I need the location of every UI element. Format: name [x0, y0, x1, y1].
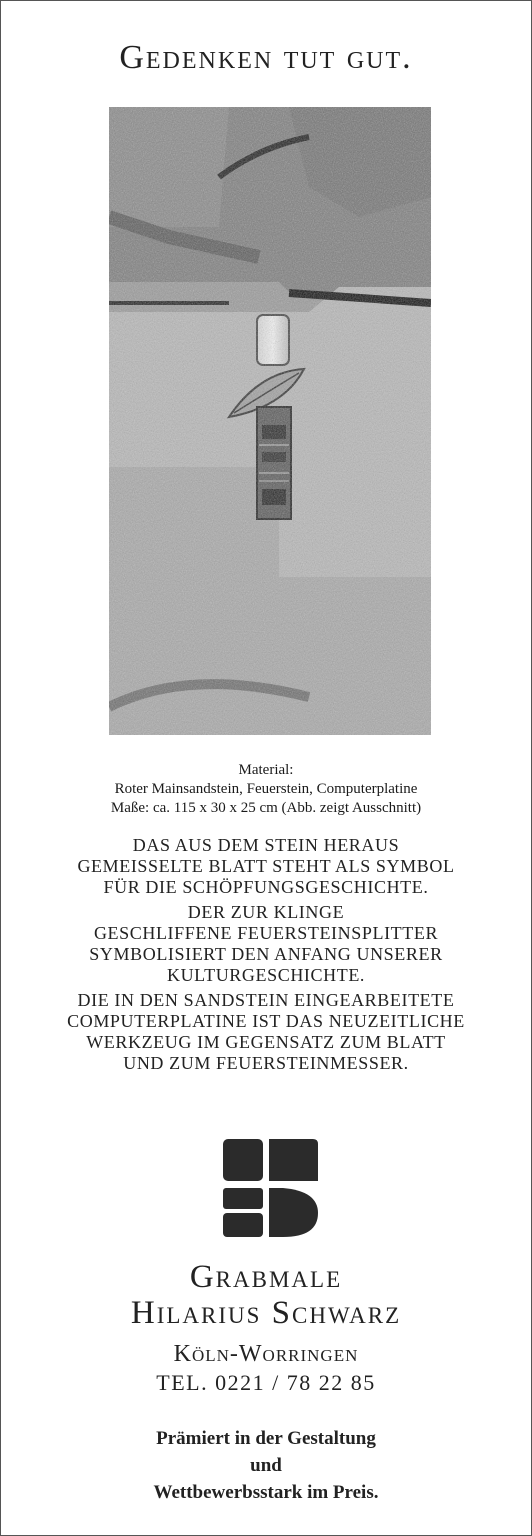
dimensions: Maße: ca. 115 x 30 x 25 cm (Abb. zeigt Ausschnitt) — [110, 800, 422, 816]
description-paragraph — [1, 990, 531, 1074]
description-line: GEMEISSELTE BLATT STEHT ALS SYMBOL — [77, 856, 455, 876]
description-paragraph — [1, 902, 531, 986]
description-line: COMPUTERPLATINE IST DAS NEUZEITLICHE — [67, 1011, 465, 1031]
description-line: KULTURGESCHICHTE. — [166, 965, 366, 985]
description-line: DER ZUR KLINGE — [187, 902, 345, 922]
description-line: DIE IN DEN SANDSTEIN EINGEARBEITETE — [77, 990, 455, 1010]
gravestone-photo — [109, 107, 431, 735]
award-line: Wettbewerbsstark im Preis. — [153, 1482, 379, 1503]
award-line: Prämiert in der Gestaltung — [156, 1428, 376, 1449]
award-line: und — [250, 1455, 282, 1476]
material-label: Material: — [238, 762, 294, 778]
description-paragraph — [1, 835, 531, 898]
material-list: Roter Mainsandstein, Feuerstein, Computerplatine — [114, 781, 418, 797]
description — [1, 835, 531, 1078]
description-line: SYMBOLISIERT DEN ANFANG UNSERER — [89, 944, 443, 964]
company-name-line2: Hilarius Schwarz — [130, 1295, 402, 1331]
company-location: Köln-Worringen — [173, 1341, 359, 1367]
company-phone: TEL. 0221 / 78 22 85 — [156, 1370, 376, 1395]
description-line: UND ZUM FEUERSTEINMESSER. — [123, 1053, 409, 1073]
company-block — [1, 1259, 531, 1397]
description-line: WERKZEUG IM GEGENSATZ ZUM BLATT — [86, 1032, 446, 1052]
material-caption — [1, 761, 531, 818]
company-logo — [223, 1139, 319, 1242]
description-line: DAS AUS DEM STEIN HERAUS — [132, 835, 400, 855]
headline: Gedenken tut gut. — [119, 39, 413, 76]
company-name-line1: Grabmale — [189, 1259, 343, 1295]
description-line: FÜR DIE SCHÖPFUNGSGESCHICHTE. — [103, 877, 429, 897]
description-line: GESCHLIFFENE FEUERSTEINSPLITTER — [93, 923, 439, 943]
award-text — [1, 1425, 531, 1506]
